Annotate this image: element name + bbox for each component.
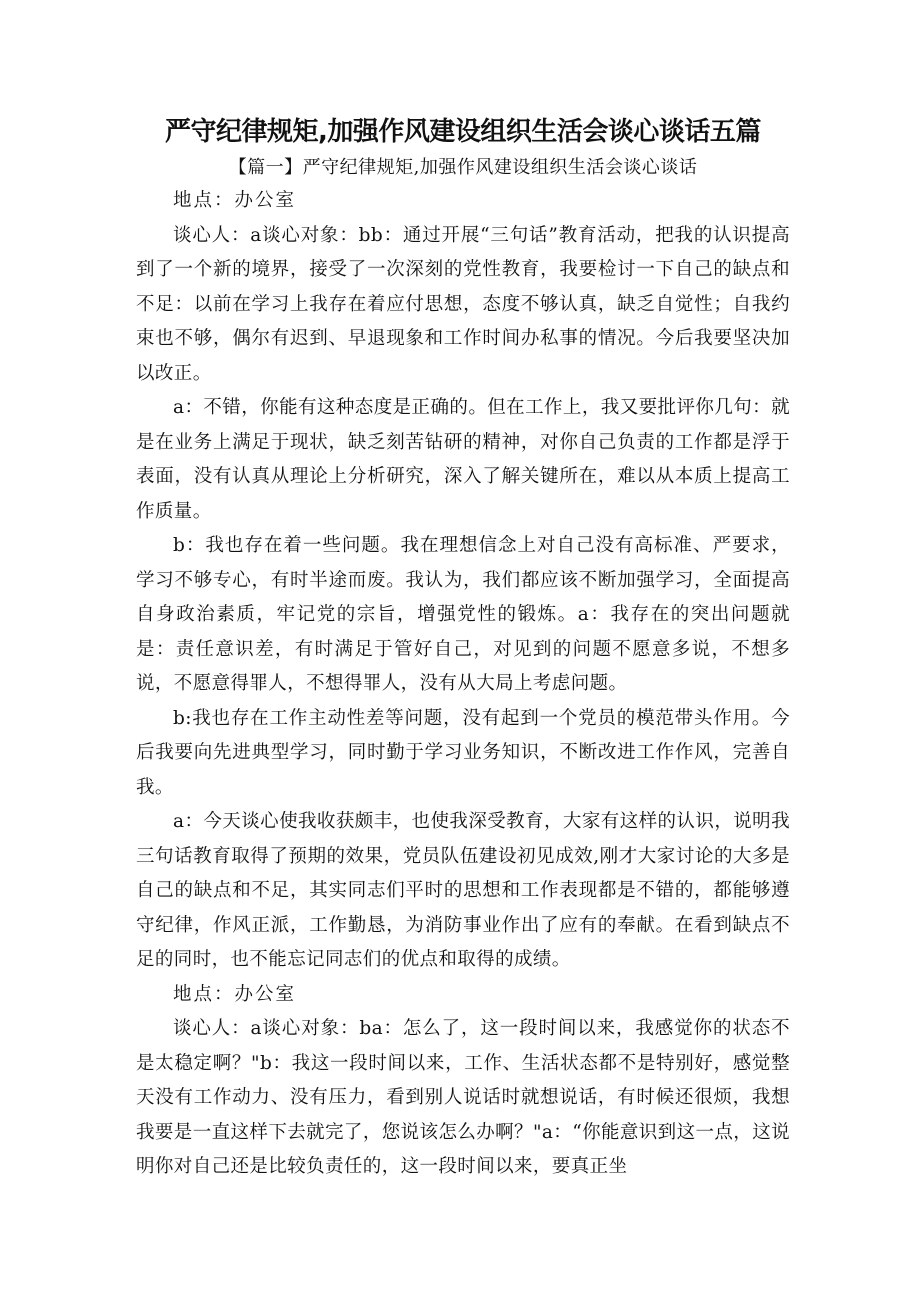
paragraph: b:我也存在工作主动性差等问题，没有起到一个党员的模范带头作用。今后我要向先进典型学习，同时勤于学习业务知识，不断改进工作作风，完善自我。 [136, 707, 790, 798]
paragraph: b：我也存在着一些问题。我在理想信念上对自己没有高标准、严要求，学习不够专心，有时半途而废。我认为，我们都应该不断加强学习，全面提高自身政治素质，牢记党的宗旨，增强党性的锻炼。a：我存在的突出问题就是：责任意识差，有时满足于管好自己，对见到的问题不愿意多说，不想多说，不愿意得罪人，不想得罪人，没有从大局上考虑问题。 [136, 535, 790, 694]
paragraph: a：不错，你能有这种态度是正确的。但在工作上，我又要批评你几句：就是在业务上满足于现状，缺乏刻苦钻研的精神，对你自己负责的工作都是浮于表面，没有认真从理论上分析研究，深入了解关键所在，难以从本质上提高工作质量。 [136, 397, 790, 522]
paragraph: 谈心人：a谈心对象：bb：通过开展“三句话”教育活动，把我的认识提高到了一个新的境界，接受了一次深刻的党性教育，我要检讨一下自己的缺点和不足：以前在学习上我存在着应付思想，态度不够认真，缺乏自觉性；自我约束也不够，偶尔有迟到、早退现象和工作时间办私事的情况。今后我要坚决加以改正。 [136, 224, 790, 384]
paragraph: 谈心人：a谈心对象：ba：怎么了，这一段时间以来，我感觉你的状态不是太稳定啊？"b：我这一段时间以来，工作、生活状态都不是特别好，感觉整天没有工作动力、没有压力，看到别人说话时就想说话，有时候还很烦，我想我要是一直这样下去就完了，您说该怎么办啊？"a：“你能意识到这一点，这说明你对自己还是比较负责任的，这一段时间以来，要真正坐 [136, 1018, 790, 1177]
paragraph: a：今天谈心使我收获颇丰，也使我深受教育，大家有这样的认识，说明我三句话教育取得了预期的效果，党员队伍建设初见成效,刚才大家讨论的大多是自己的缺点和不足，其实同志们平时的思想和工作表现都是不错的，都能够遵守纪律，作风正派，工作勤恳，为消防事业作出了应有的奉献。在看到缺点不足的同时，也不能忘记同志们的优点和取得的成绩。 [136, 811, 790, 970]
location-line: 地点：办公室 [173, 983, 297, 1005]
location-line: 地点：办公室 [173, 190, 297, 211]
section-heading: 【篇一】严守纪律规矩,加强作风建设组织生活会谈心谈话 [228, 157, 698, 178]
document-page [136, 112, 790, 1185]
document-title: 严守纪律规矩,加强作风建设组织生活会谈心谈话五篇 [165, 117, 761, 147]
